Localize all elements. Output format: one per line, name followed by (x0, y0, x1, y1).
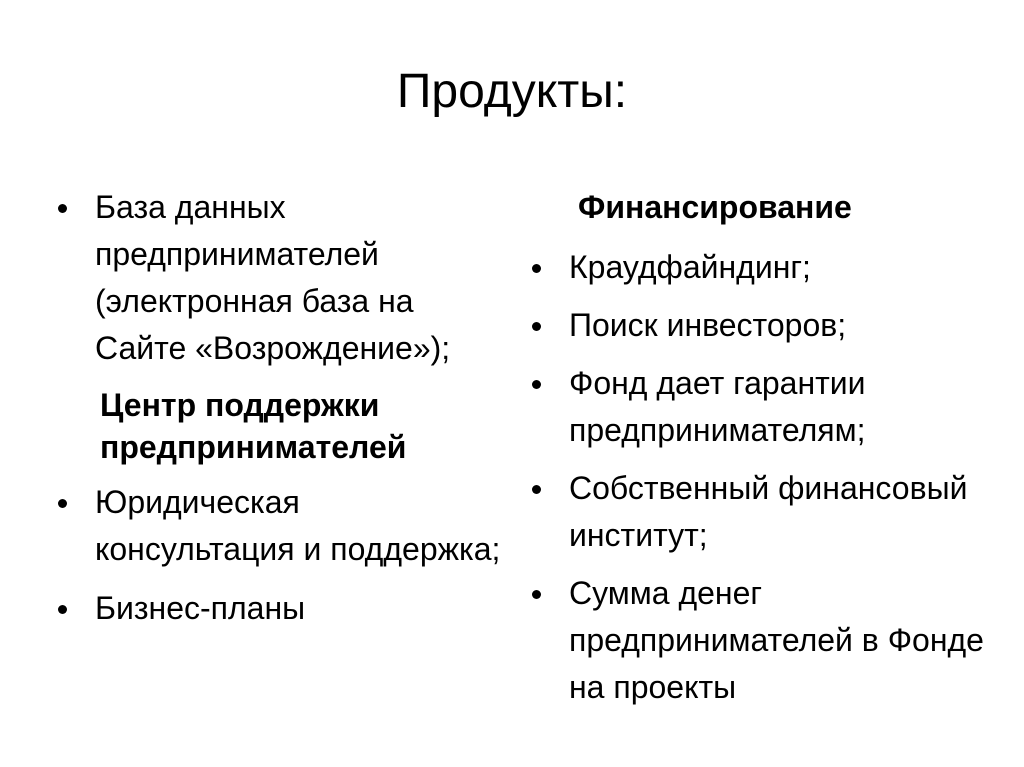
bullet-icon (532, 264, 541, 273)
list-item (532, 465, 1002, 559)
list-item (532, 302, 1002, 349)
list-item-text: Юридическая консультация и поддержка; (95, 484, 501, 567)
list-item (58, 184, 508, 372)
right-column (532, 184, 1002, 722)
list-item (532, 244, 1002, 291)
list-item-text: База данных предпринимателей (электронная база на Сайте «Возрождение»); (95, 189, 451, 366)
list-item-text: Бизнес-планы (95, 590, 306, 626)
bullet-icon (58, 204, 67, 213)
bullet-icon (532, 322, 541, 331)
list-item (532, 570, 1002, 711)
list-item-text: Поиск инвесторов; (569, 307, 847, 343)
bullet-icon (532, 485, 541, 494)
section-heading-financing: Финансирование (578, 189, 852, 225)
bullet-icon (58, 499, 67, 508)
list-item (58, 479, 508, 573)
list-item-text: Сумма денег предпринимателей в Фонде на проекты (569, 575, 984, 705)
list-item-text: Фонд дает гарантии предпринимателям; (569, 365, 866, 448)
list-item-text: Краудфайндинг; (569, 249, 811, 285)
bullet-icon (532, 380, 541, 389)
bullet-icon (532, 590, 541, 599)
section-heading-support-center: Центр поддержки предпринимателей (100, 387, 407, 465)
list-item (58, 585, 508, 632)
bullet-icon (58, 605, 67, 614)
left-column (58, 184, 508, 632)
slide-title: Продукты: (396, 65, 628, 118)
list-item-text: Собственный финансовый институт; (569, 470, 968, 553)
list-item (532, 360, 1002, 454)
